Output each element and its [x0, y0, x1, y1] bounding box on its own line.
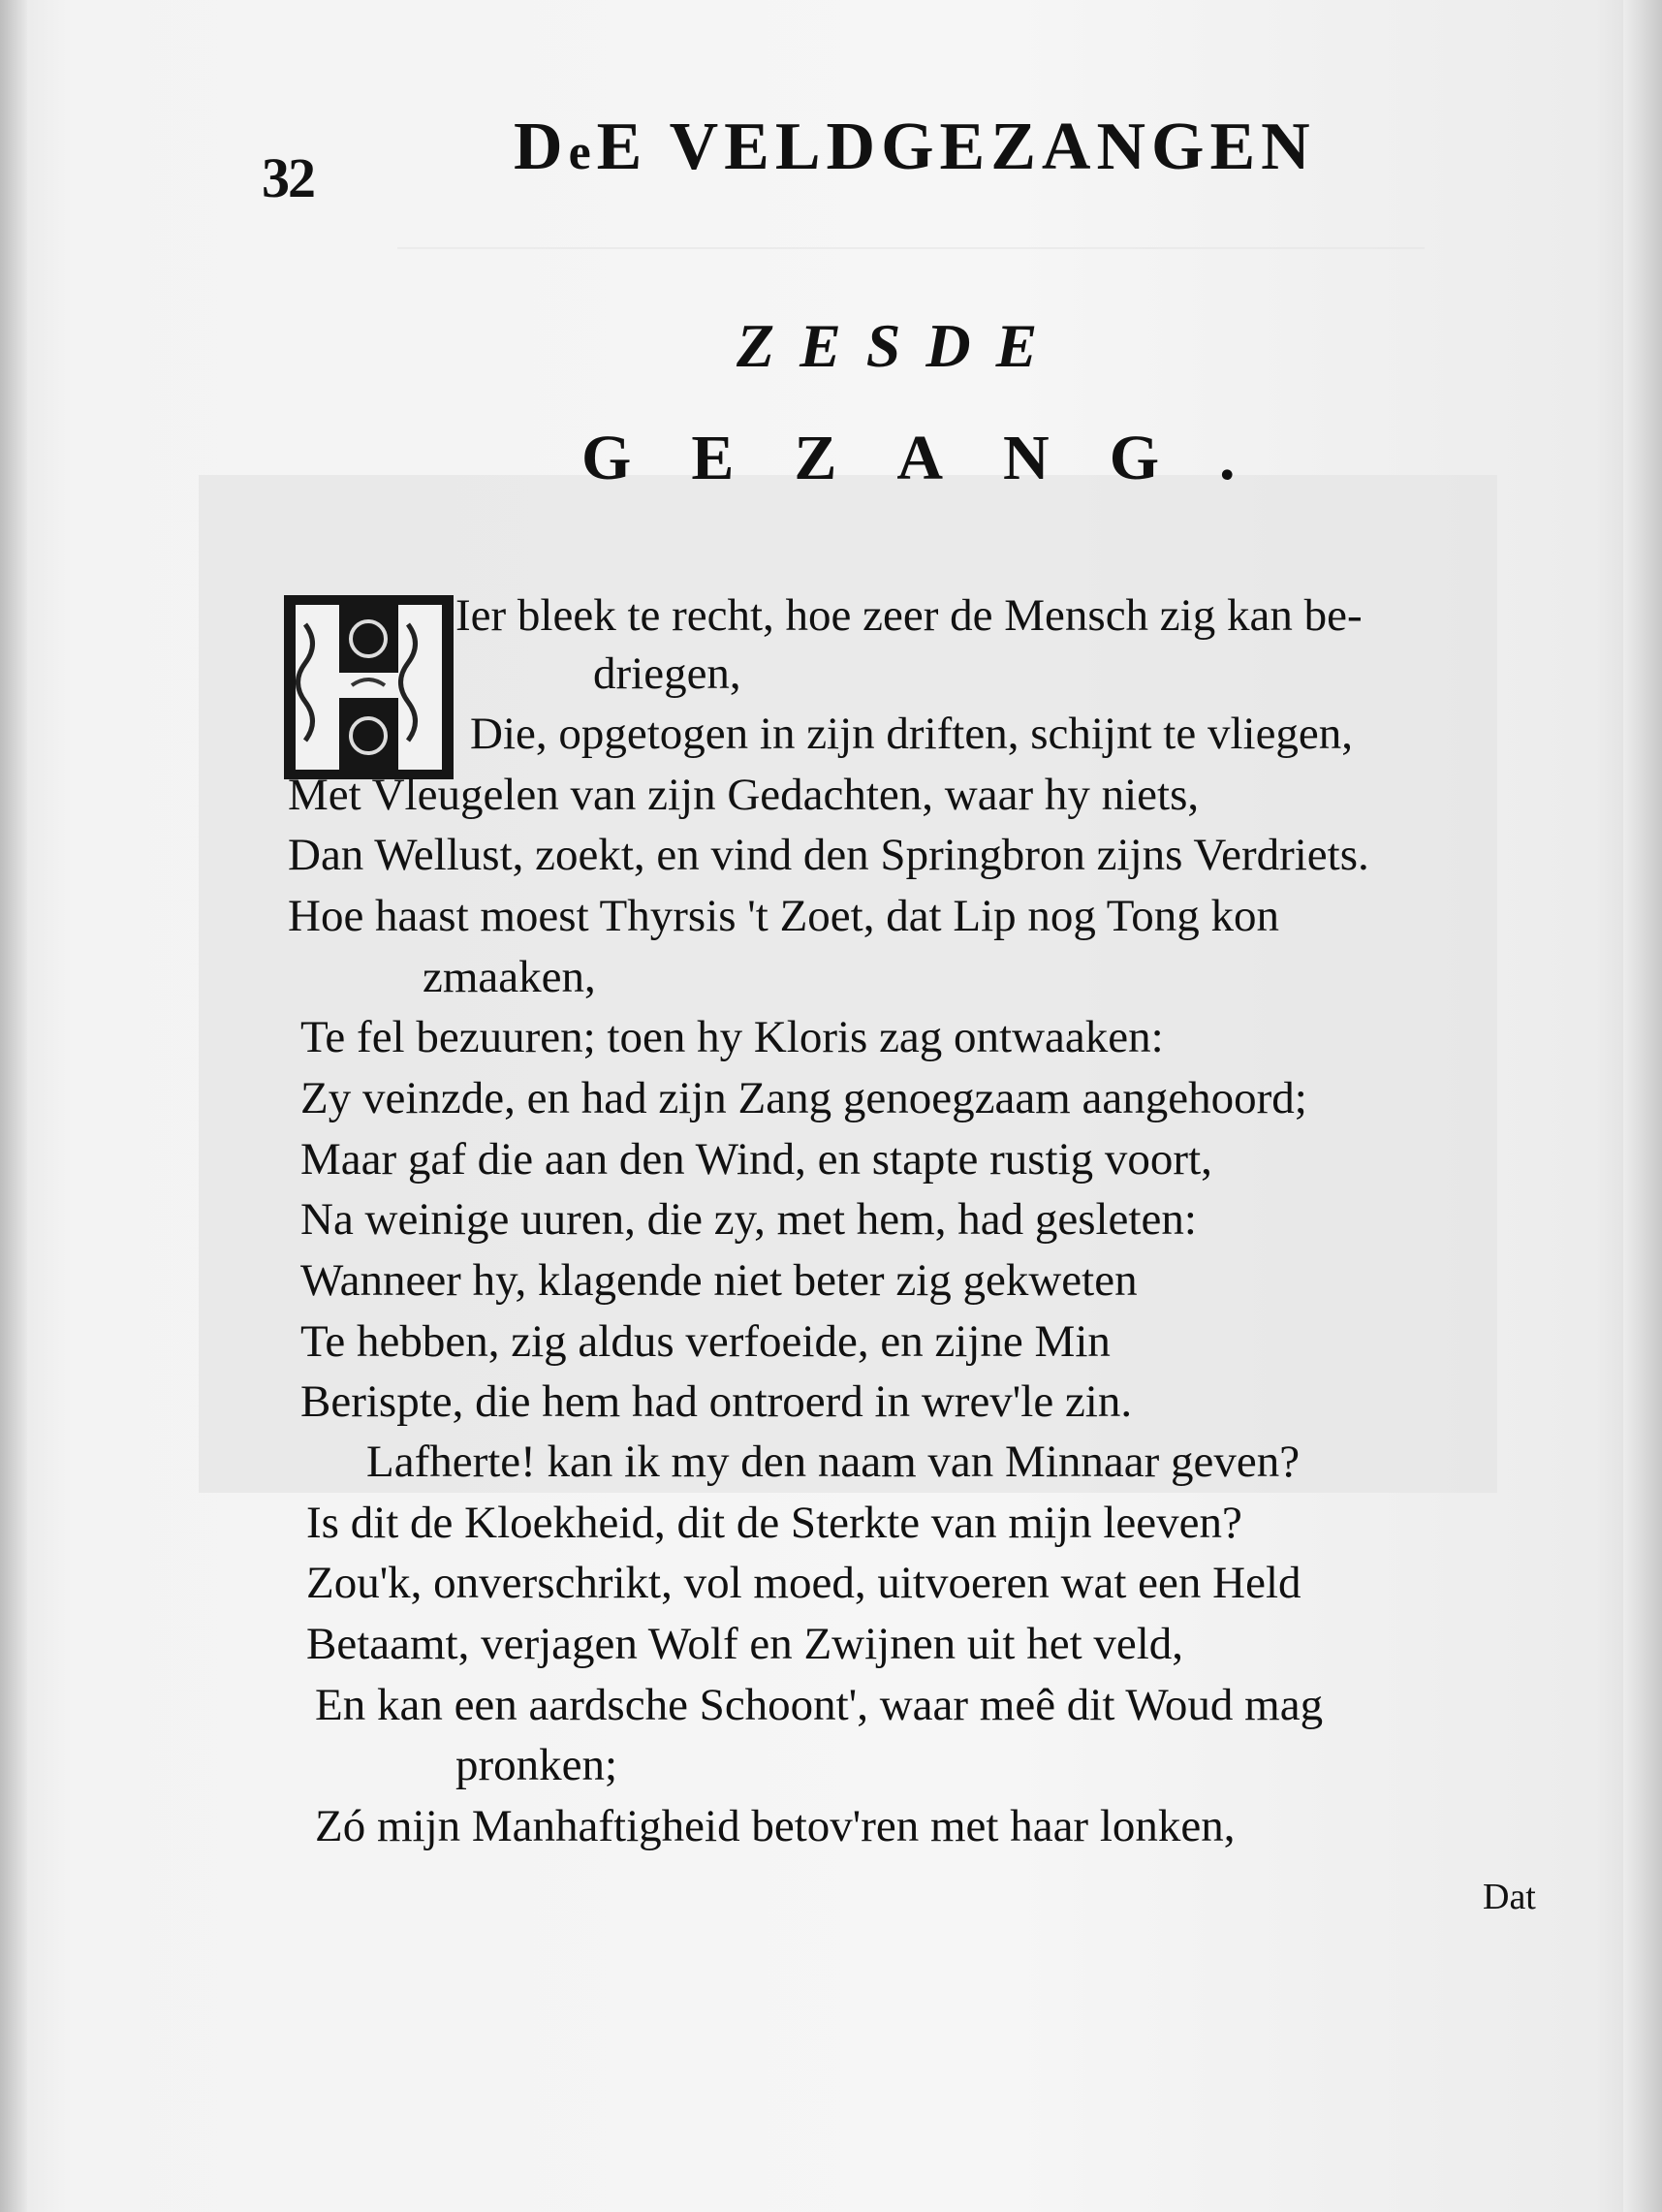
poem-line: Is dit de Kloekheid, dit de Sterkte van mijn leeven? [306, 1498, 1242, 1548]
section-title-line2: GEZANG. [581, 423, 1296, 493]
poem-line: driegen, [593, 648, 741, 699]
poem-line: zmaaken, [423, 952, 596, 1002]
poem-line: Lafherte! kan ik my den naam van Minnaar geven? [366, 1437, 1301, 1487]
poem-line: pronken; [455, 1740, 618, 1790]
poem-line: En kan een aardsche Schoont', waar meê dit Woud mag [315, 1680, 1324, 1730]
poem-line: Maar gaf die aan den Wind, en stapte rustig voort, [300, 1134, 1212, 1185]
page-number: 32 [262, 146, 314, 209]
poem-line: Te hebben, zig aldus verfoeide, en zijne Min [300, 1316, 1111, 1367]
catchword: Dat [1483, 1877, 1536, 1917]
poem-line: Zó mijn Manhaftigheid betov'ren met haar lonken, [315, 1801, 1236, 1851]
section-title-line1: ZESDE [737, 311, 1063, 380]
poem-line: Zy veinzde, en had zijn Zang genoegzaam aangehoord; [300, 1073, 1307, 1123]
poem-line: Ier bleek te recht, hoe zeer de Mensch zig kan be- [455, 590, 1363, 641]
poem-line: Te fel bezuuren; toen hy Kloris zag ontwaaken: [300, 1012, 1164, 1062]
running-head-initial: D [514, 110, 569, 184]
running-head-small-e: e [568, 125, 597, 180]
poem-line: Betaamt, verjagen Wolf en Zwijnen uit het veld, [306, 1619, 1184, 1669]
poem-line: Na weinige uuren, die zy, met hem, had gesleten: [300, 1194, 1197, 1245]
poem-line: Berispte, die hem had ontroerd in wrev'le zin. [300, 1376, 1133, 1427]
poem-line: Die, opgetogen in zijn driften, schijnt te vliegen, [470, 709, 1354, 759]
poem-line: Hoe haast moest Thyrsis 't Zoet, dat Lip nog Tong kon [288, 891, 1279, 941]
poem-line: Met Vleugelen van zijn Gedachten, waar hy niets, [288, 770, 1200, 820]
poem-line: Zou'k, onverschrikt, vol moed, uitvoeren wat een Held [306, 1558, 1301, 1608]
running-head-rest: E VELDGEZANGEN [596, 110, 1316, 184]
poem-line: Dan Wellust, zoekt, en vind den Springbron zijns Verdriets. [288, 830, 1369, 880]
poem-line: Wanneer hy, klagende niet beter zig gekweten [300, 1255, 1138, 1306]
